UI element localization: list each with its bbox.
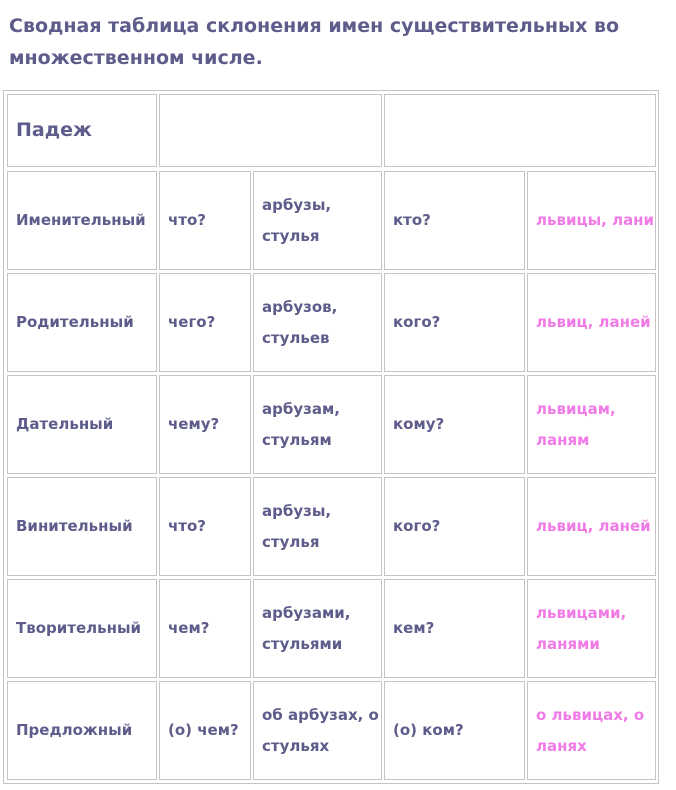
question-inanimate: чему?	[159, 375, 251, 474]
form-animate: о львицах, о ланях	[527, 681, 656, 780]
case-name: Творительный	[7, 579, 157, 678]
form-inanimate: арбузам, стульям	[253, 375, 382, 474]
question-animate: кого?	[384, 273, 525, 372]
declension-table	[3, 90, 659, 784]
question-animate: кем?	[384, 579, 525, 678]
page-title: Сводная таблица склонения имен существительных во множественном числе.	[9, 15, 620, 69]
question-inanimate: (о) чем?	[159, 681, 251, 780]
form-animate: львицами, ланями	[527, 579, 656, 678]
question-inanimate: чего?	[159, 273, 251, 372]
header-case: Падеж	[7, 94, 157, 167]
case-name: Винительный	[7, 477, 157, 576]
question-animate: кого?	[384, 477, 525, 576]
question-animate: кто?	[384, 171, 525, 270]
question-inanimate: чем?	[159, 579, 251, 678]
question-inanimate: что?	[159, 477, 251, 576]
form-inanimate: арбузами, стульями	[253, 579, 382, 678]
header-col2	[159, 94, 382, 167]
question-inanimate: что?	[159, 171, 251, 270]
form-inanimate: арбузы, стулья	[253, 171, 382, 270]
case-name: Предложный	[7, 681, 157, 780]
case-name: Родительный	[7, 273, 157, 372]
form-inanimate: арбузов, стульев	[253, 273, 382, 372]
form-inanimate: об арбузах, о стульях	[253, 681, 382, 780]
form-animate: львицы, лани	[527, 171, 656, 270]
form-animate: львицам, ланям	[527, 375, 656, 474]
question-animate: (о) ком?	[384, 681, 525, 780]
form-animate: львиц, ланей	[527, 273, 656, 372]
header-col3	[384, 94, 656, 167]
case-name: Именительный	[7, 171, 157, 270]
case-name: Дательный	[7, 375, 157, 474]
form-inanimate: арбузы, стулья	[253, 477, 382, 576]
question-animate: кому?	[384, 375, 525, 474]
form-animate: львиц, ланей	[527, 477, 656, 576]
